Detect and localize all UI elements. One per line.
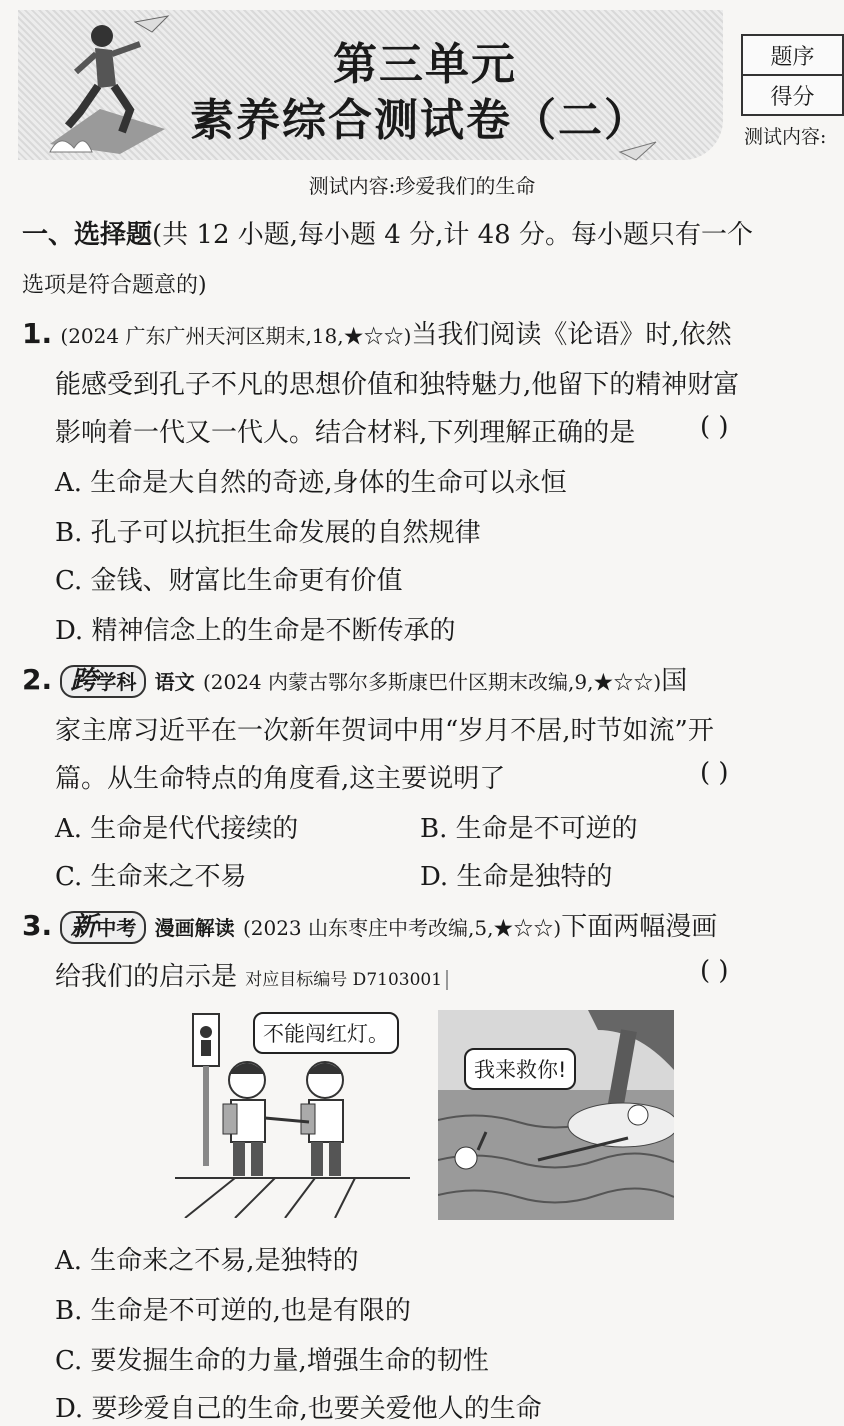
question-1-source: (2024 广东广州天河区期末,18,★☆☆) xyxy=(60,324,412,348)
target-code: 对应目标编号 D7103001 xyxy=(245,970,448,990)
score-table-score: 得分 xyxy=(742,75,843,115)
score-table xyxy=(741,34,844,116)
test-content-right: 测试内容: xyxy=(744,126,827,148)
question-1-option-d[interactable]: D. 精神信念上的生命是不断传承的 xyxy=(55,616,456,646)
question-3-source: (2023 山东枣庄中考改编,5,★☆☆) xyxy=(242,916,562,940)
question-1-number: 1. xyxy=(22,317,53,350)
new-exam-badge: 新中考 xyxy=(60,911,146,944)
section-title: 一、选择题 xyxy=(22,220,153,250)
comic-right xyxy=(438,1010,674,1220)
question-3-stem-2-row xyxy=(55,956,448,993)
question-3-option-c[interactable]: C. 要发掘生命的力量,增强生命的韧性 xyxy=(55,1346,489,1376)
question-2-line-1 xyxy=(22,660,687,698)
question-2-answer-paren[interactable]: ( ) xyxy=(700,758,729,788)
question-1-option-b[interactable]: B. 孔子可以抗拒生命发展的自然规律 xyxy=(55,518,481,548)
question-2-stem-3: 篇。从生命特点的角度看,这主要说明了 xyxy=(55,764,506,794)
question-2-option-c[interactable]: C. 生命来之不易 xyxy=(55,862,247,892)
comic-left-bubble: 不能闯红灯。 xyxy=(253,1012,399,1054)
comic-right-bubble: 我来救你! xyxy=(464,1048,576,1090)
score-table-order: 题序 xyxy=(742,35,843,75)
question-1-line-1 xyxy=(22,314,732,351)
section-instructions-2: 选项是符合题意的) xyxy=(22,273,207,298)
question-2-option-b[interactable]: B. 生命是不可逆的 xyxy=(420,814,638,844)
question-3-option-a[interactable]: A. 生命来之不易,是独特的 xyxy=(55,1246,359,1276)
question-3-answer-paren[interactable]: ( ) xyxy=(700,956,729,986)
question-3-number: 3. xyxy=(22,909,53,942)
question-2-tag: 语文 xyxy=(154,670,195,694)
question-1-option-a[interactable]: A. 生命是大自然的奇迹,身体的生命可以永恒 xyxy=(55,468,567,498)
question-2-option-a[interactable]: A. 生命是代代接续的 xyxy=(55,814,299,844)
section-heading xyxy=(22,214,753,251)
comic-left xyxy=(175,1008,410,1218)
comic-right-drawing xyxy=(438,1010,674,1220)
question-2-stem-2: 家主席习近平在一次新年贺词中用“岁月不居,时节如流”开 xyxy=(55,716,714,746)
question-2-option-d[interactable]: D. 生命是独特的 xyxy=(420,862,613,892)
page-subtitle: 测试内容:珍爱我们的生命 xyxy=(308,174,536,198)
question-1-stem-2: 能感受到孔子不凡的思想价值和独特魅力,他留下的精神财富 xyxy=(55,370,740,400)
question-1-stem-1: 当我们阅读《论语》时,依然 xyxy=(411,320,732,350)
question-1-stem-3: 影响着一代又一代人。结合材料,下列理解正确的是 xyxy=(55,418,636,448)
question-1-answer-paren[interactable]: ( ) xyxy=(700,412,729,442)
cross-subject-badge: 跨学科 xyxy=(60,665,146,698)
question-3-stem-end: 下面两幅漫画 xyxy=(561,912,718,942)
question-1-option-c[interactable]: C. 金钱、财富比生命更有价值 xyxy=(55,566,403,596)
question-3-option-d[interactable]: D. 要珍爱自己的生命,也要关爱他人的生命 xyxy=(55,1394,542,1424)
section-instructions: (共 12 小题,每小题 4 分,计 48 分。每小题只有一个 xyxy=(152,220,753,250)
question-2-number: 2. xyxy=(22,663,53,696)
runner-illustration xyxy=(40,14,170,154)
title-line-1: 第三单元 xyxy=(333,39,517,90)
question-2-source: (2024 内蒙古鄂尔多斯康巴什区期末改编,9,★☆☆) xyxy=(202,670,662,694)
question-3-tag: 漫画解读 xyxy=(154,916,235,940)
question-3-stem-2: 给我们的启示是 xyxy=(55,962,238,992)
question-3-option-b[interactable]: B. 生命是不可逆的,也是有限的 xyxy=(55,1296,411,1326)
title-line-2: 素养综合测试卷（二） xyxy=(190,95,650,146)
question-2-stem-end: 国 xyxy=(661,666,688,696)
question-3-line-1 xyxy=(22,906,717,944)
